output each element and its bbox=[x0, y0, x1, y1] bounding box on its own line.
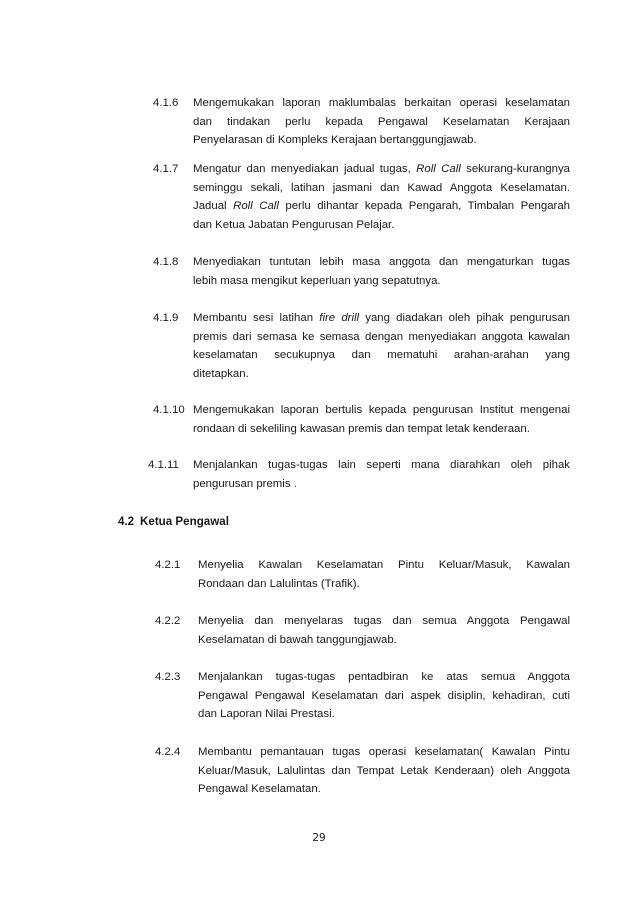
item-number: 4.1.10 bbox=[153, 404, 185, 416]
text-line: Menyelia dan menyelaras tugas dan semua Anggota Pengawal bbox=[198, 615, 570, 627]
text-line: Menjalankan tugas-tugas pentadbiran ke atas semua Anggota bbox=[198, 671, 570, 683]
text-line: lebih masa mengikut keperluan yang sepatutnya. bbox=[193, 274, 441, 287]
item-text bbox=[198, 612, 570, 649]
text-line: Pengawal Keselamatan. bbox=[198, 783, 321, 796]
text-line: Keselamatan di bawah tanggungjawab. bbox=[198, 633, 397, 646]
section-title: Ketua Pengawal bbox=[140, 515, 229, 528]
text-line: ditetapkan. bbox=[193, 367, 249, 380]
text-line: Keluar/Masuk, Lalulintas dan Tempat Letak Kenderaan) oleh Anggota bbox=[198, 764, 570, 777]
text-line: Menyediakan tuntutan lebih masa anggota dan mengaturkan tugas bbox=[193, 256, 570, 268]
section-number: 4.2 bbox=[118, 515, 135, 528]
text-line: dan Laporan Nilai Prestasi. bbox=[198, 708, 335, 721]
item-text bbox=[198, 743, 570, 799]
page-number: 29 bbox=[312, 832, 326, 844]
text-line: dan tindakan perlu kepada Pengawal Keselamatan Kerajaan bbox=[193, 115, 570, 128]
text-line: keselamatan secukupnya dan mematuhi arahan-arahan yang bbox=[193, 349, 570, 362]
item-text bbox=[198, 556, 570, 593]
text-line: Membantu pemantauan tugas operasi keselamatan( Kawalan Pintu bbox=[198, 746, 570, 758]
item-text bbox=[193, 456, 570, 493]
text-line: rondaan di sekeliling kawasan premis dan tempat letak kenderaan. bbox=[193, 422, 530, 435]
item-text bbox=[193, 253, 570, 290]
item-number: 4.1.6 bbox=[153, 97, 179, 109]
text-line: Mengemukakan laporan maklumbalas berkaitan operasi keselamatan bbox=[193, 97, 570, 109]
text-line: Penyelarasan di Kompleks Kerajaan bertanggungjawab. bbox=[193, 134, 477, 147]
item-number: 4.1.7 bbox=[153, 163, 179, 175]
item-text bbox=[193, 401, 570, 438]
item-text bbox=[193, 94, 570, 150]
item-number: 4.2.4 bbox=[155, 746, 181, 758]
text-line: Jadual Roll Call perlu dihantar kepada Pengarah, Timbalan Pengarah bbox=[193, 200, 570, 213]
text-line: Mengemukakan laporan bertulis kepada pengurusan Institut mengenai bbox=[193, 404, 570, 416]
text-line: premis dari semasa ke semasa dengan menyediakan anggota kawalan bbox=[193, 330, 570, 343]
item-number: 4.2.2 bbox=[155, 615, 181, 627]
item-text bbox=[193, 160, 570, 234]
text-line: seminggu sekali, latihan jasmani dan Kawad Anggota Keselamatan. bbox=[193, 181, 570, 194]
text-line: Membantu sesi latihan fire drill yang diadakan oleh pihak pengurusan bbox=[193, 312, 570, 324]
text-line: pengurusan premis . bbox=[193, 477, 297, 490]
text-line: Pengawal Pengawal Keselamatan dari aspek disiplin, kehadiran, cuti bbox=[198, 689, 570, 702]
section-heading bbox=[118, 515, 229, 528]
item-number: 4.1.8 bbox=[153, 256, 179, 268]
item-text bbox=[193, 309, 570, 383]
text-line: Menjalankan tugas-tugas lain seperti mana diarahkan oleh pihak bbox=[193, 459, 570, 471]
item-number: 4.1.11 bbox=[148, 459, 179, 471]
item-number: 4.2.1 bbox=[155, 559, 181, 571]
item-text bbox=[198, 668, 570, 724]
text-line: dan Ketua Jabatan Pengurusan Pelajar. bbox=[193, 218, 395, 231]
item-number: 4.1.9 bbox=[153, 312, 179, 324]
text-line: Mengatur dan menyediakan jadual tugas, Roll Call sekurang-kurangnya bbox=[193, 163, 570, 175]
text-line: Menyelia Kawalan Keselamatan Pintu Keluar/Masuk, Kawalan bbox=[198, 559, 570, 571]
item-number: 4.2.3 bbox=[155, 671, 181, 683]
text-line: Rondaan dan Lalulintas (Trafik). bbox=[198, 577, 360, 590]
